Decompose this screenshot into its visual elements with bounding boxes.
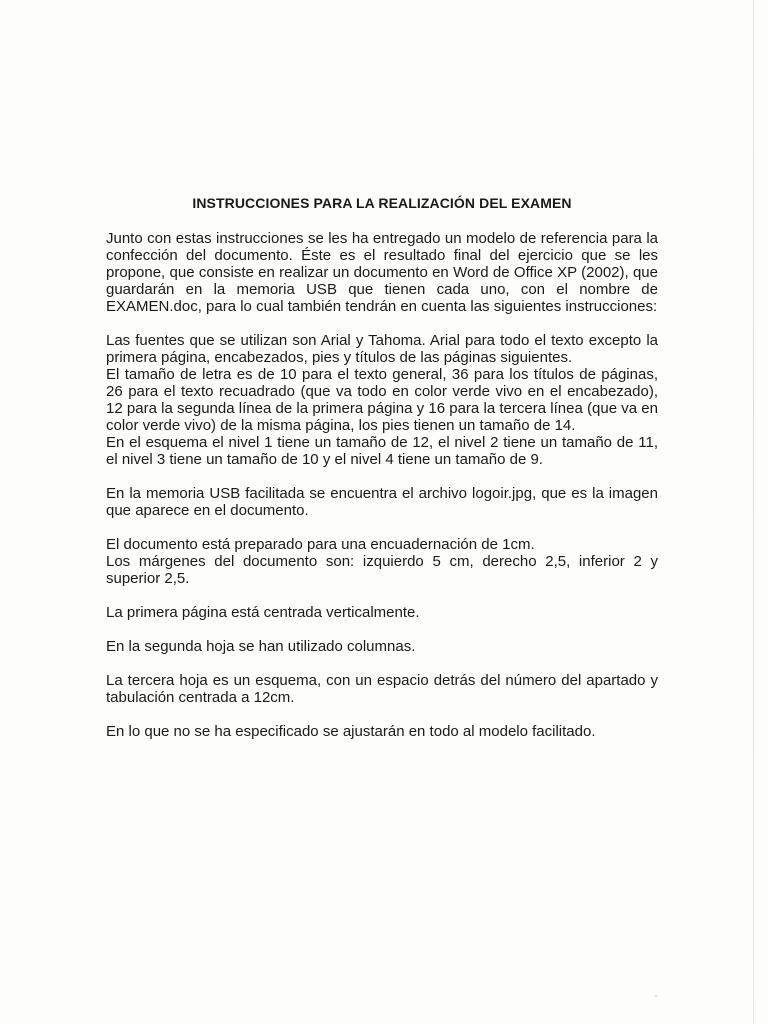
scan-speck — [655, 995, 657, 997]
paragraph-binding: El documento está preparado para una encuadernación de 1cm. — [106, 536, 535, 553]
paragraph-second-page: En la segunda hoja se han utilizado columnas. — [106, 638, 416, 655]
paragraph-font-sizes: El tamaño de letra es de 10 para el texto general, 36 para los títulos de páginas, 26 para el texto recuadrado (que va todo en color verde vivo en el encabezado), 12 para la segunda línea de la primera página y 16 para la tercera línea (que va en color verde vivo) de la misma página, los pies tienen un tamaño de 14. — [106, 366, 658, 434]
paragraph-first-page: La primera página está centrada verticalmente. — [106, 604, 420, 621]
paragraph-third-page: La tercera hoja es un esquema, con un espacio detrás del número del apartado y tabulación centrada a 12cm. — [106, 672, 658, 706]
document-body — [106, 195, 658, 740]
paragraph-outline-levels: En el esquema el nivel 1 tiene un tamaño de 12, el nivel 2 tiene un tamaño de 11, el nivel 3 tiene un tamaño de 10 y el nivel 4 tiene un tamaño de 9. — [106, 434, 658, 468]
document-title: INSTRUCCIONES PARA LA REALIZACIÓN DEL EXAMEN — [192, 195, 572, 211]
paragraph-fonts: Las fuentes que se utilizan son Arial y Tahoma. Arial para todo el texto excepto la primera página, encabezados, pies y títulos de las páginas siguientes. — [106, 332, 658, 366]
paragraph-intro: Junto con estas instrucciones se les ha entregado un modelo de referencia para la confección del documento. Éste es el resultado final del ejercicio que se les propone, que consiste en realizar un documento en Word de Office XP (2002), que guardarán en la memoria USB que tienen cada uno, con el nombre de EXAMEN.doc, para lo cual también tendrán en cuenta las siguientes instrucciones: — [106, 230, 658, 315]
scan-edge-line — [753, 0, 754, 1024]
paragraph-closing: En lo que no se ha especificado se ajustarán en todo al modelo facilitado. — [106, 723, 596, 740]
paragraph-usb-image: En la memoria USB facilitada se encuentra el archivo logoir.jpg, que es la imagen que aparece en el documento. — [106, 485, 658, 519]
paragraph-margins: Los márgenes del documento son: izquierdo 5 cm, derecho 2,5, inferior 2 y superior 2,5. — [106, 553, 658, 587]
